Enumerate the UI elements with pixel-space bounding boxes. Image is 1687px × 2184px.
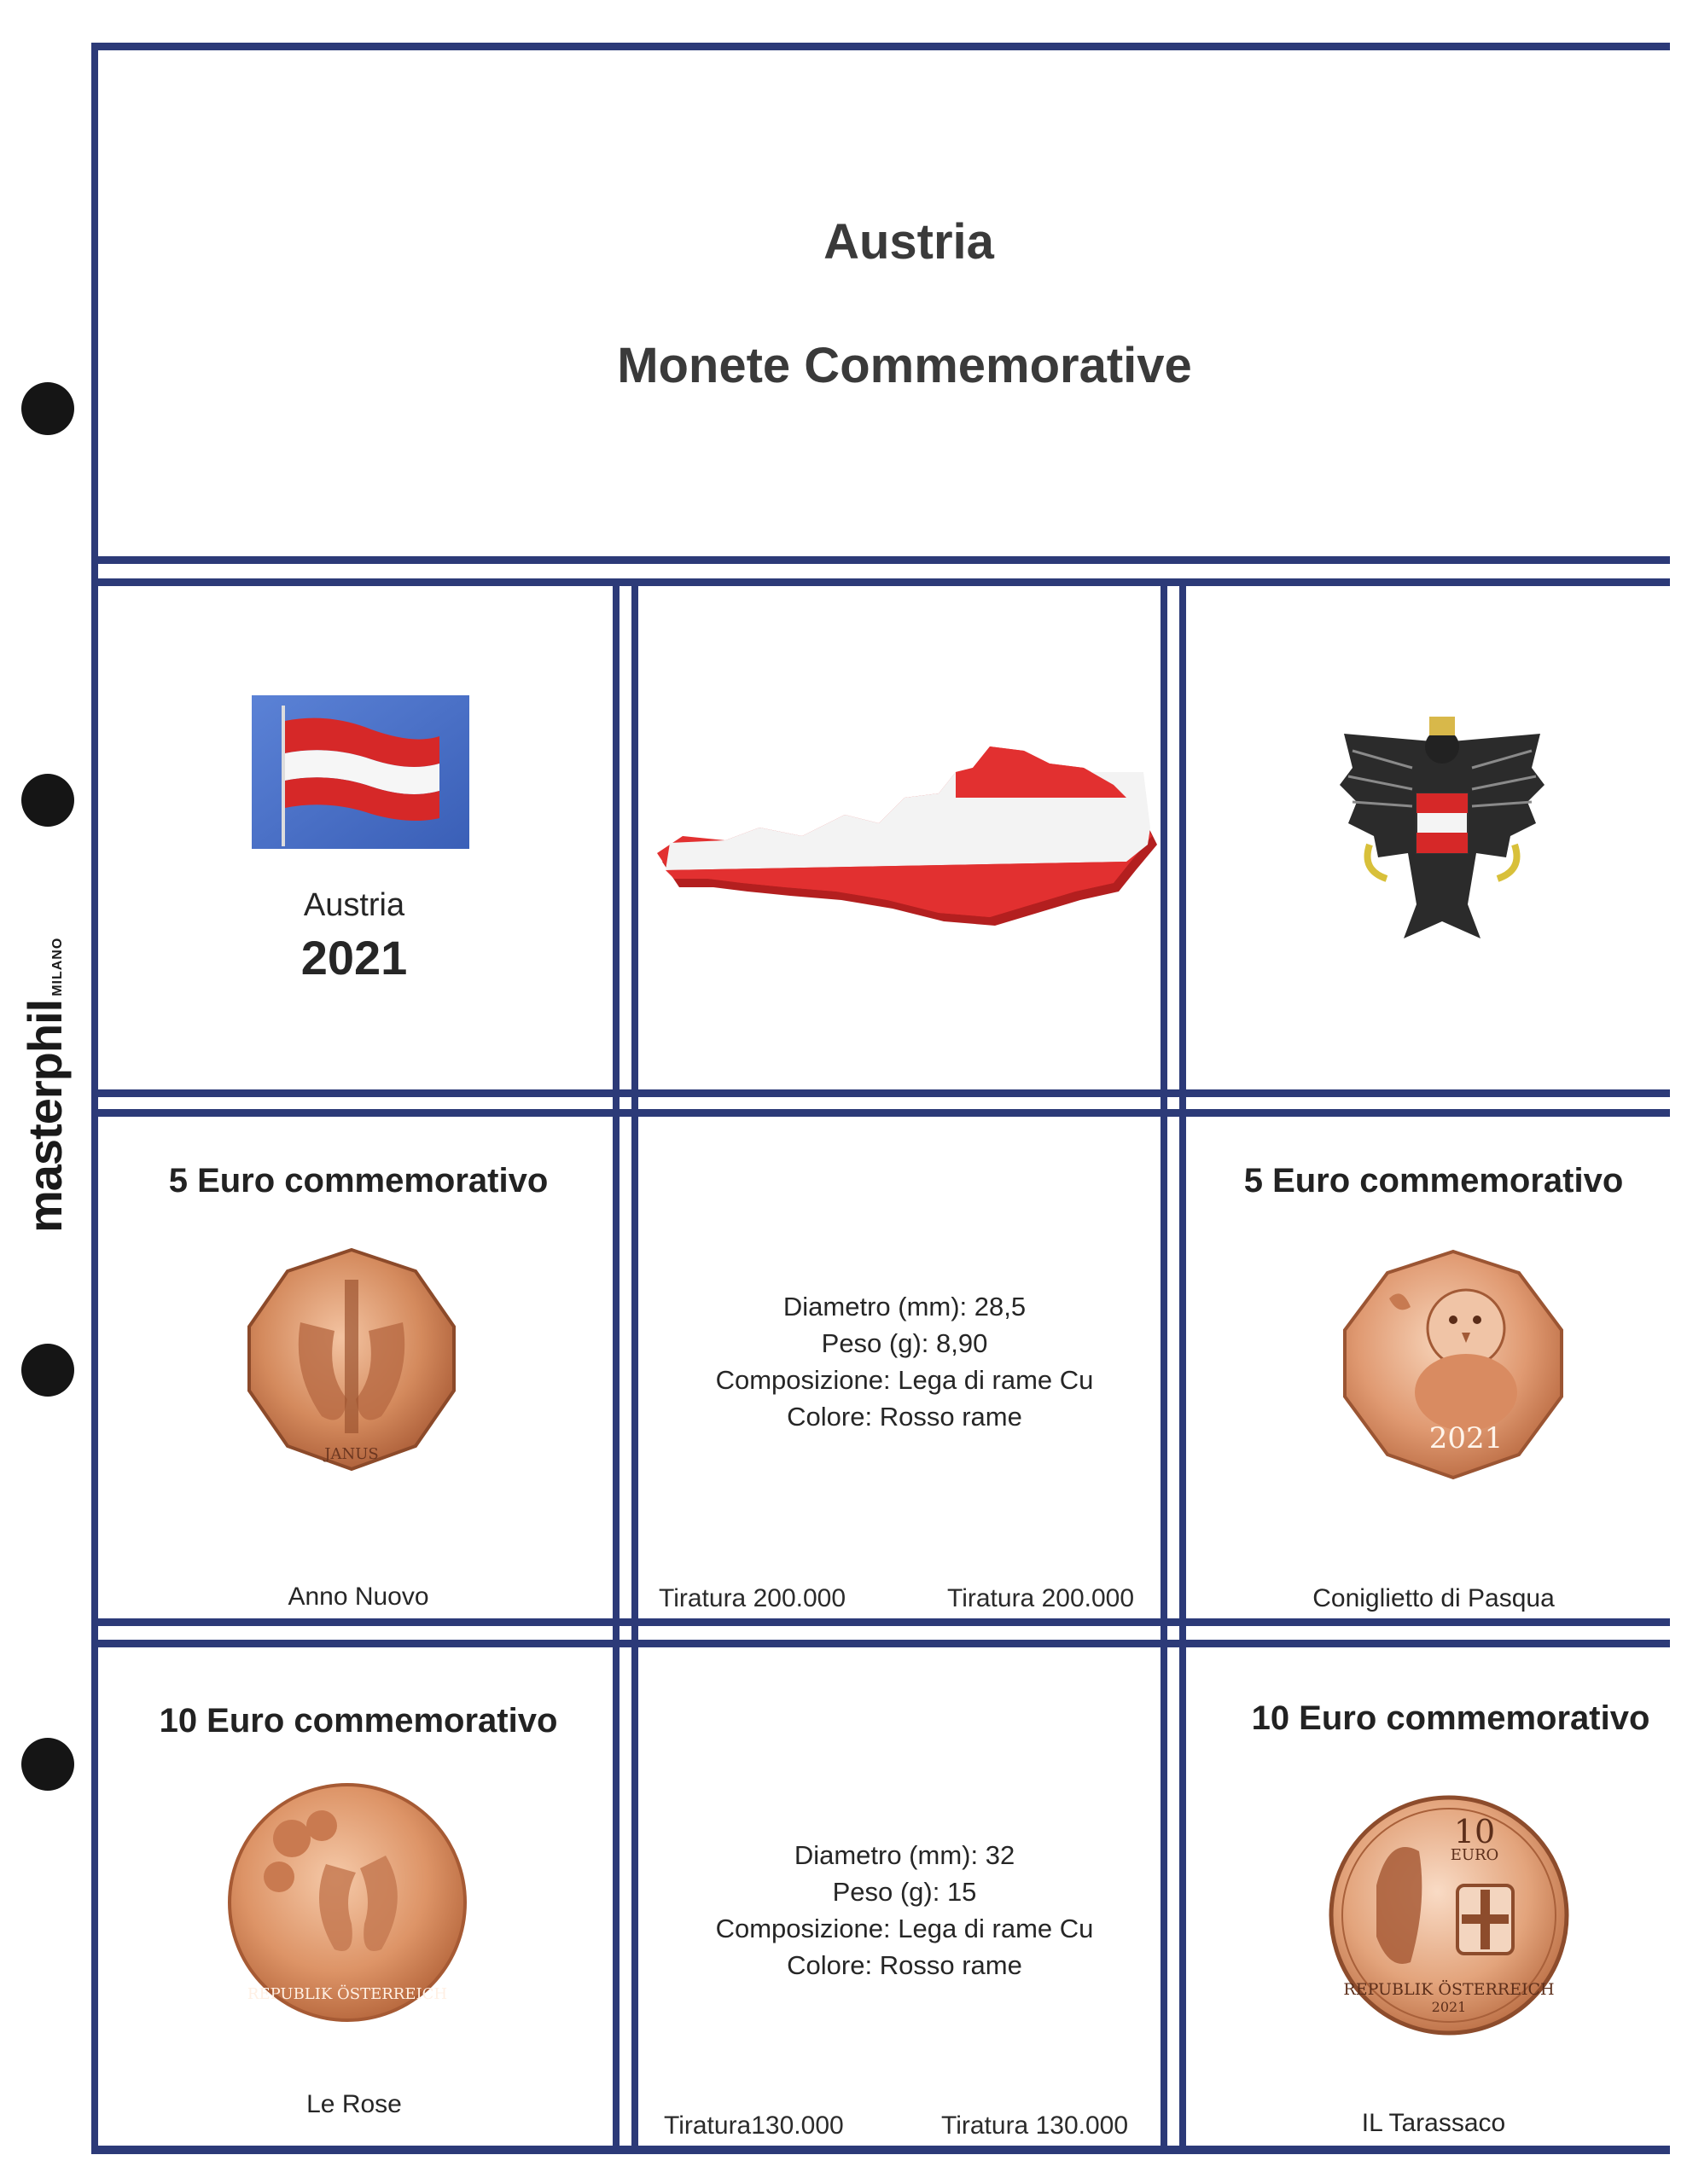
spec-2-weight: Peso (g): 15 bbox=[832, 1877, 977, 1907]
coin-3-inscription: REPUBLIK ÖSTERREICH bbox=[247, 1985, 448, 2003]
mintage-1-right: Tiratura 200.000 bbox=[947, 1584, 1135, 1612]
coin-4-image bbox=[1325, 1792, 1573, 2039]
frame-bottom bbox=[91, 2146, 1670, 2154]
row2-divider-a bbox=[91, 1618, 1670, 1626]
brand-city: MILANO bbox=[50, 937, 65, 996]
spec-1-color: Colore: Rosso rame bbox=[787, 1402, 1022, 1432]
coin-2-inscription: 2021 bbox=[1428, 1421, 1504, 1455]
coin-4-value: 10 bbox=[1453, 1813, 1496, 1850]
page-title: Austria bbox=[823, 214, 994, 270]
specs-row-2 bbox=[649, 1837, 1161, 1984]
spec-1-diameter: Diametro (mm): 28,5 bbox=[782, 1292, 1027, 1321]
col-divider-1a bbox=[613, 586, 620, 2146]
coin-3-image bbox=[224, 1779, 471, 2026]
col-divider-2a bbox=[1161, 586, 1167, 2146]
coin-2-heading: 5 Euro commemorativo bbox=[1243, 1162, 1624, 1199]
coin-1-heading: 5 Euro commemorativo bbox=[168, 1162, 549, 1199]
austria-flag bbox=[252, 695, 469, 849]
brand-name: masterphil bbox=[18, 999, 72, 1233]
flag-caption: Austria bbox=[303, 887, 405, 923]
brand-logo bbox=[17, 938, 73, 1233]
coin-4-inscription: REPUBLIK ÖSTERREICH bbox=[1343, 1980, 1555, 1999]
spec-1-weight: Peso (g): 8,90 bbox=[821, 1328, 988, 1358]
coin-4-name: IL Tarassaco bbox=[1361, 2109, 1506, 2137]
year-label: 2021 bbox=[300, 931, 408, 985]
spec-2-diameter: Diametro (mm): 32 bbox=[794, 1840, 1015, 1870]
coin-4-year: 2021 bbox=[1431, 1999, 1467, 2015]
coin-2-name: Coniglietto di Pasqua bbox=[1312, 1584, 1555, 1612]
coin-4-heading: 10 Euro commemorativo bbox=[1251, 1699, 1650, 1737]
coin-2-image bbox=[1338, 1247, 1568, 1482]
spec-2-color: Colore: Rosso rame bbox=[787, 1950, 1022, 1980]
mintage-2-right: Tiratura 130.000 bbox=[941, 2111, 1129, 2140]
row1-divider-a bbox=[91, 1089, 1670, 1097]
binder-hole-2 bbox=[21, 774, 74, 827]
binder-hole-4 bbox=[21, 1738, 74, 1791]
spec-2-composition: Composizione: Lega di rame Cu bbox=[715, 1914, 1094, 1943]
mintage-2-left: Tiratura130.000 bbox=[664, 2111, 844, 2140]
row2-divider-b bbox=[91, 1640, 1670, 1647]
austria-map bbox=[649, 700, 1161, 947]
coin-1-inscription: JANUS bbox=[324, 1445, 379, 1463]
coin-1-name: Anno Nuovo bbox=[288, 1583, 429, 1611]
mintage-1-left: Tiratura 200.000 bbox=[659, 1584, 846, 1612]
col-divider-2b bbox=[1179, 586, 1186, 2146]
coat-of-arms-eagle bbox=[1327, 708, 1557, 951]
spec-1-composition: Composizione: Lega di rame Cu bbox=[715, 1365, 1094, 1395]
header-divider-b bbox=[91, 578, 1670, 586]
header-divider-a bbox=[91, 556, 1670, 564]
col-divider-1b bbox=[631, 586, 638, 2146]
row1-divider-b bbox=[91, 1109, 1670, 1117]
coin-3-name: Le Rose bbox=[306, 2090, 402, 2118]
coin-4-unit: EURO bbox=[1450, 1846, 1499, 1864]
coin-3-heading: 10 Euro commemorativo bbox=[159, 1702, 558, 1740]
specs-row-1 bbox=[649, 1288, 1161, 1435]
binder-hole-3 bbox=[21, 1344, 74, 1397]
coin-1-image bbox=[241, 1246, 462, 1476]
frame-top bbox=[91, 43, 1670, 50]
page-subtitle: Monete Commemorative bbox=[617, 338, 1192, 393]
